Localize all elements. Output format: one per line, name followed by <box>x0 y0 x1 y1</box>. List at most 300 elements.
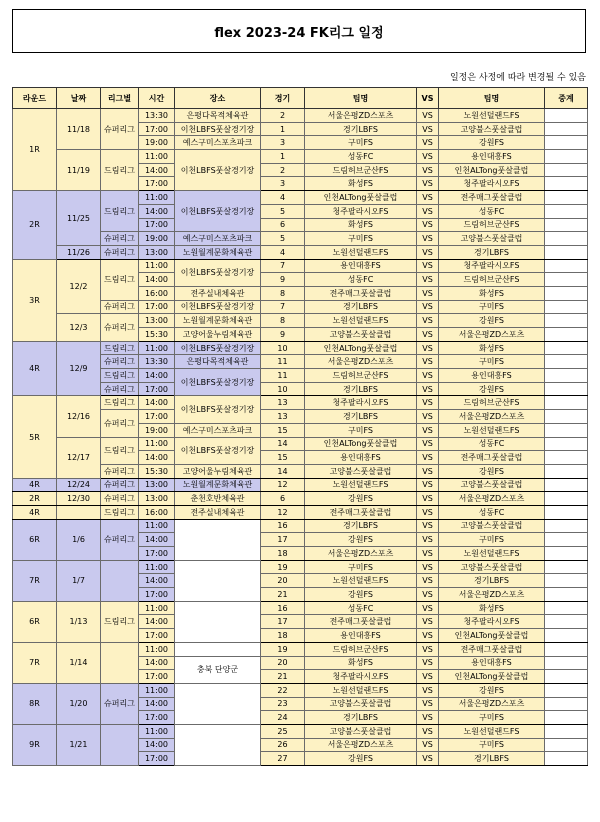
venue-cell: 이천LBFS풋살경기장 <box>175 259 261 286</box>
table-row <box>13 724 588 738</box>
date-cell: 1/7 <box>57 560 101 601</box>
venue-cell <box>175 724 261 765</box>
time-cell: 11:00 <box>139 191 175 205</box>
time-cell: 17:00 <box>139 752 175 766</box>
game-cell: 14 <box>261 464 305 478</box>
game-cell: 20 <box>261 574 305 588</box>
game-cell: 1 <box>261 122 305 136</box>
league-cell <box>101 642 139 683</box>
vs-cell: VS <box>417 300 439 314</box>
game-cell: 10 <box>261 341 305 355</box>
home-team-cell: 노원선덜랜드FS <box>305 245 417 259</box>
time-cell: 13:30 <box>139 355 175 369</box>
vs-cell: VS <box>417 232 439 246</box>
table-row <box>13 259 588 273</box>
vs-cell: VS <box>417 136 439 150</box>
time-cell: 14:00 <box>139 163 175 177</box>
table-row <box>13 505 588 519</box>
away-team-cell: 청주팔라시오FS <box>439 259 545 273</box>
league-cell: 슈퍼리그 <box>101 519 139 560</box>
vs-cell: VS <box>417 204 439 218</box>
away-team-cell: 구미FS <box>439 300 545 314</box>
date-cell: 12/30 <box>57 492 101 506</box>
date-cell: 12/2 <box>57 259 101 314</box>
time-cell: 14:00 <box>139 273 175 287</box>
home-team-cell: 전주매그풋살클럽 <box>305 505 417 519</box>
home-team-cell: 드림허브군산FS <box>305 369 417 383</box>
broadcast-cell <box>545 451 588 465</box>
game-cell: 18 <box>261 629 305 643</box>
broadcast-cell <box>545 150 588 164</box>
venue-cell: 노원월계문화체육관 <box>175 314 261 328</box>
round-cell: 6R <box>13 519 57 560</box>
away-team-cell: 드림허브군산FS <box>439 273 545 287</box>
venue-cell: 이천LBFS풋살경기장 <box>175 369 261 396</box>
vs-cell: VS <box>417 505 439 519</box>
table-row <box>13 314 588 328</box>
vs-cell: VS <box>417 752 439 766</box>
game-cell: 1 <box>261 150 305 164</box>
home-team-cell: 고양불스풋살클럽 <box>305 724 417 738</box>
game-cell: 21 <box>261 670 305 684</box>
game-cell: 8 <box>261 286 305 300</box>
vs-cell: VS <box>417 150 439 164</box>
round-cell: 4R <box>13 478 57 492</box>
home-team-cell: 성동FC <box>305 273 417 287</box>
home-team-cell: 용인대흥FS <box>305 629 417 643</box>
round-cell: 5R <box>13 396 57 478</box>
venue-cell: 예스구미스포츠파크 <box>175 423 261 437</box>
home-team-cell: 경기LBFS <box>305 711 417 725</box>
broadcast-cell <box>545 670 588 684</box>
vs-cell: VS <box>417 601 439 615</box>
time-cell: 11:00 <box>139 683 175 697</box>
home-team-cell: 노원선덜랜드FS <box>305 683 417 697</box>
league-cell: 드림리그 <box>101 396 139 410</box>
broadcast-cell <box>545 629 588 643</box>
league-cell: 드림리그 <box>101 601 139 642</box>
date-cell: 1/21 <box>57 724 101 765</box>
vs-cell: VS <box>417 177 439 191</box>
home-team-cell: 강원FS <box>305 533 417 547</box>
broadcast-cell <box>545 341 588 355</box>
vs-cell: VS <box>417 382 439 396</box>
vs-cell: VS <box>417 724 439 738</box>
game-cell: 7 <box>261 259 305 273</box>
vs-cell: VS <box>417 560 439 574</box>
broadcast-cell <box>545 533 588 547</box>
game-cell: 4 <box>261 191 305 205</box>
vs-cell: VS <box>417 437 439 451</box>
home-team-cell: 서울은평ZD스포츠 <box>305 355 417 369</box>
home-team-cell: 경기LBFS <box>305 519 417 533</box>
vs-cell: VS <box>417 574 439 588</box>
away-team-cell: 인천ALTong풋살클럽 <box>439 163 545 177</box>
vs-cell: VS <box>417 218 439 232</box>
broadcast-cell <box>545 697 588 711</box>
broadcast-cell <box>545 615 588 629</box>
table-row <box>13 492 588 506</box>
broadcast-cell <box>545 259 588 273</box>
away-team-cell: 성동FC <box>439 505 545 519</box>
vs-cell: VS <box>417 492 439 506</box>
header-team-away: 팀명 <box>439 88 545 109</box>
league-cell: 슈퍼리그 <box>101 478 139 492</box>
time-cell: 14:00 <box>139 533 175 547</box>
league-cell <box>101 724 139 765</box>
broadcast-cell <box>545 328 588 342</box>
time-cell: 17:00 <box>139 547 175 561</box>
time-cell: 11:00 <box>139 341 175 355</box>
away-team-cell: 강원FS <box>439 683 545 697</box>
home-team-cell: 인천ALTong풋살클럽 <box>305 191 417 205</box>
away-team-cell: 경기LBFS <box>439 752 545 766</box>
away-team-cell: 강원FS <box>439 136 545 150</box>
league-cell: 슈퍼리그 <box>101 109 139 150</box>
time-cell: 13:00 <box>139 492 175 506</box>
league-cell: 드림리그 <box>101 341 139 355</box>
table-row <box>13 150 588 164</box>
game-cell: 27 <box>261 752 305 766</box>
table-row <box>13 560 588 574</box>
round-cell: 2R <box>13 191 57 259</box>
time-cell: 16:00 <box>139 505 175 519</box>
home-team-cell: 노원선덜랜드FS <box>305 478 417 492</box>
home-team-cell: 전주매그풋살클럽 <box>305 286 417 300</box>
broadcast-cell <box>545 163 588 177</box>
vs-cell: VS <box>417 259 439 273</box>
venue-cell: 전주실내체육관 <box>175 505 261 519</box>
vs-cell: VS <box>417 355 439 369</box>
broadcast-cell <box>545 286 588 300</box>
game-cell: 5 <box>261 232 305 246</box>
league-cell: 슈퍼리그 <box>101 410 139 437</box>
away-team-cell: 경기LBFS <box>439 574 545 588</box>
header-row <box>13 88 588 109</box>
broadcast-cell <box>545 273 588 287</box>
vs-cell: VS <box>417 670 439 684</box>
table-row <box>13 245 588 259</box>
away-team-cell: 드림허브군산FS <box>439 396 545 410</box>
header-league: 리그별 <box>101 88 139 109</box>
time-cell: 17:00 <box>139 218 175 232</box>
home-team-cell: 서울은평ZD스포츠 <box>305 109 417 123</box>
game-cell: 13 <box>261 396 305 410</box>
game-cell: 3 <box>261 177 305 191</box>
broadcast-cell <box>545 656 588 670</box>
away-team-cell: 드림허브군산FS <box>439 218 545 232</box>
league-cell: 슈퍼리그 <box>101 232 139 246</box>
broadcast-cell <box>545 122 588 136</box>
broadcast-cell <box>545 724 588 738</box>
away-team-cell: 노원선덜랜드FS <box>439 109 545 123</box>
away-team-cell: 청주팔라시오FS <box>439 177 545 191</box>
header-game: 경기 <box>261 88 305 109</box>
home-team-cell: 경기LBFS <box>305 410 417 424</box>
date-cell: 12/17 <box>57 437 101 478</box>
away-team-cell: 화성FS <box>439 341 545 355</box>
venue-cell: 춘천호반체육관 <box>175 492 261 506</box>
broadcast-cell <box>545 478 588 492</box>
away-team-cell: 용인대흥FS <box>439 369 545 383</box>
game-cell: 5 <box>261 204 305 218</box>
vs-cell: VS <box>417 615 439 629</box>
date-cell: 11/19 <box>57 150 101 191</box>
home-team-cell: 고양불스풋살클럽 <box>305 328 417 342</box>
header-time: 시간 <box>139 88 175 109</box>
time-cell: 17:00 <box>139 177 175 191</box>
game-cell: 6 <box>261 218 305 232</box>
game-cell: 17 <box>261 615 305 629</box>
broadcast-cell <box>545 547 588 561</box>
venue-cell: 이천LBFS풋살경기장 <box>175 437 261 464</box>
broadcast-cell <box>545 109 588 123</box>
league-cell: 드림리그 <box>101 437 139 464</box>
table-row <box>13 683 588 697</box>
time-cell: 11:00 <box>139 642 175 656</box>
home-team-cell: 강원FS <box>305 588 417 602</box>
home-team-cell: 드림허브군산FS <box>305 642 417 656</box>
venue-cell: 충북 단양군 <box>175 656 261 683</box>
time-cell: 11:00 <box>139 601 175 615</box>
time-cell: 17:00 <box>139 122 175 136</box>
table-row <box>13 601 588 615</box>
date-cell: 11/26 <box>57 245 101 259</box>
broadcast-cell <box>545 177 588 191</box>
away-team-cell: 청주팔라시오FS <box>439 615 545 629</box>
home-team-cell: 노원선덜랜드FS <box>305 574 417 588</box>
away-team-cell: 화성FS <box>439 601 545 615</box>
vs-cell: VS <box>417 547 439 561</box>
header-date: 날짜 <box>57 88 101 109</box>
vs-cell: VS <box>417 163 439 177</box>
game-cell: 14 <box>261 437 305 451</box>
time-cell: 17:00 <box>139 300 175 314</box>
vs-cell: VS <box>417 738 439 752</box>
broadcast-cell <box>545 204 588 218</box>
league-cell: 슈퍼리그 <box>101 492 139 506</box>
away-team-cell: 노원선덜랜드FS <box>439 724 545 738</box>
broadcast-cell <box>545 505 588 519</box>
time-cell: 11:00 <box>139 259 175 273</box>
venue-cell: 노원월계문화체육관 <box>175 245 261 259</box>
away-team-cell: 고양불스풋살클럽 <box>439 560 545 574</box>
away-team-cell: 경기LBFS <box>439 245 545 259</box>
home-team-cell: 청주팔라시오FS <box>305 670 417 684</box>
venue-cell: 이천LBFS풋살경기장 <box>175 122 261 136</box>
game-cell: 20 <box>261 656 305 670</box>
round-cell: 8R <box>13 683 57 724</box>
game-cell: 18 <box>261 547 305 561</box>
home-team-cell: 노원선덜랜드FS <box>305 314 417 328</box>
vs-cell: VS <box>417 396 439 410</box>
time-cell: 13:00 <box>139 314 175 328</box>
home-team-cell: 강원FS <box>305 752 417 766</box>
broadcast-cell <box>545 218 588 232</box>
home-team-cell: 전주매그풋살클럽 <box>305 615 417 629</box>
away-team-cell: 구미FS <box>439 738 545 752</box>
venue-cell: 예스구미스포츠파크 <box>175 136 261 150</box>
game-cell: 2 <box>261 163 305 177</box>
table-row <box>13 478 588 492</box>
game-cell: 11 <box>261 369 305 383</box>
vs-cell: VS <box>417 697 439 711</box>
time-cell: 11:00 <box>139 724 175 738</box>
home-team-cell: 드림허브군산FS <box>305 163 417 177</box>
broadcast-cell <box>545 245 588 259</box>
game-cell: 13 <box>261 410 305 424</box>
home-team-cell: 서울은평ZD스포츠 <box>305 547 417 561</box>
away-team-cell: 인천ALTong풋살클럽 <box>439 629 545 643</box>
venue-cell: 이천LBFS풋살경기장 <box>175 300 261 314</box>
round-cell: 7R <box>13 560 57 601</box>
home-team-cell: 구미FS <box>305 232 417 246</box>
venue-cell: 은평다목적체육관 <box>175 355 261 369</box>
schedule-notice: 일정은 사정에 따라 변경될 수 있음 <box>449 73 586 83</box>
date-cell: 1/6 <box>57 519 101 560</box>
venue-cell <box>175 519 261 560</box>
game-cell: 26 <box>261 738 305 752</box>
broadcast-cell <box>545 492 588 506</box>
game-cell: 17 <box>261 533 305 547</box>
time-cell: 17:00 <box>139 382 175 396</box>
vs-cell: VS <box>417 478 439 492</box>
time-cell: 11:00 <box>139 519 175 533</box>
league-cell: 드림리그 <box>101 369 139 383</box>
game-cell: 15 <box>261 451 305 465</box>
away-team-cell: 고양불스풋살클럽 <box>439 122 545 136</box>
time-cell: 13:30 <box>139 109 175 123</box>
date-cell: 11/18 <box>57 109 101 150</box>
vs-cell: VS <box>417 533 439 547</box>
broadcast-cell <box>545 396 588 410</box>
away-team-cell: 노원선덜랜드FS <box>439 547 545 561</box>
game-cell: 8 <box>261 314 305 328</box>
time-cell: 17:00 <box>139 711 175 725</box>
round-cell: 3R <box>13 259 57 341</box>
date-cell: 12/16 <box>57 396 101 437</box>
home-team-cell: 청주팔라시오FS <box>305 396 417 410</box>
table-row <box>13 519 588 533</box>
date-cell: 12/24 <box>57 478 101 492</box>
round-cell: 7R <box>13 642 57 683</box>
round-cell: 9R <box>13 724 57 765</box>
time-cell: 11:00 <box>139 150 175 164</box>
time-cell: 14:00 <box>139 697 175 711</box>
vs-cell: VS <box>417 423 439 437</box>
home-team-cell: 인천ALTong풋살클럽 <box>305 437 417 451</box>
home-team-cell: 경기LBFS <box>305 122 417 136</box>
away-team-cell: 화성FS <box>439 286 545 300</box>
game-cell: 6 <box>261 492 305 506</box>
vs-cell: VS <box>417 328 439 342</box>
game-cell: 9 <box>261 273 305 287</box>
vs-cell: VS <box>417 286 439 300</box>
game-cell: 23 <box>261 697 305 711</box>
away-team-cell: 전주매그풋살클럽 <box>439 642 545 656</box>
venue-cell: 이천LBFS풋살경기장 <box>175 191 261 232</box>
game-cell: 11 <box>261 355 305 369</box>
time-cell: 14:00 <box>139 738 175 752</box>
time-cell: 17:00 <box>139 410 175 424</box>
time-cell: 14:00 <box>139 369 175 383</box>
vs-cell: VS <box>417 711 439 725</box>
time-cell: 14:00 <box>139 656 175 670</box>
time-cell: 14:00 <box>139 204 175 218</box>
game-cell: 25 <box>261 724 305 738</box>
vs-cell: VS <box>417 464 439 478</box>
time-cell: 14:00 <box>139 574 175 588</box>
vs-cell: VS <box>417 369 439 383</box>
vs-cell: VS <box>417 122 439 136</box>
away-team-cell: 고양불스풋살클럽 <box>439 478 545 492</box>
away-team-cell: 서울은평ZD스포츠 <box>439 410 545 424</box>
venue-cell: 고양어울누림체육관 <box>175 464 261 478</box>
time-cell: 17:00 <box>139 629 175 643</box>
league-cell: 슈퍼리그 <box>101 355 139 369</box>
vs-cell: VS <box>417 588 439 602</box>
venue-cell: 은평다목적체육관 <box>175 109 261 123</box>
game-cell: 9 <box>261 328 305 342</box>
vs-cell: VS <box>417 191 439 205</box>
home-team-cell: 화성FS <box>305 656 417 670</box>
table-row <box>13 642 588 656</box>
round-cell: 6R <box>13 601 57 642</box>
away-team-cell: 강원FS <box>439 314 545 328</box>
game-cell: 12 <box>261 478 305 492</box>
header-round: 라운드 <box>13 88 57 109</box>
date-cell: 1/20 <box>57 683 101 724</box>
time-cell: 16:00 <box>139 286 175 300</box>
time-cell: 11:00 <box>139 437 175 451</box>
league-cell: 슈퍼리그 <box>101 683 139 724</box>
header-venue: 장소 <box>175 88 261 109</box>
league-cell: 슈퍼리그 <box>101 382 139 396</box>
home-team-cell: 강원FS <box>305 492 417 506</box>
game-cell: 16 <box>261 519 305 533</box>
broadcast-cell <box>545 560 588 574</box>
away-team-cell: 서울은평ZD스포츠 <box>439 697 545 711</box>
venue-cell: 전주실내체육관 <box>175 286 261 300</box>
venue-cell <box>175 560 261 601</box>
broadcast-cell <box>545 355 588 369</box>
game-cell: 10 <box>261 382 305 396</box>
league-cell: 드림리그 <box>101 505 139 519</box>
time-cell: 17:00 <box>139 670 175 684</box>
table-row <box>13 396 588 410</box>
away-team-cell: 서울은평ZD스포츠 <box>439 492 545 506</box>
game-cell: 3 <box>261 136 305 150</box>
away-team-cell: 노원선덜랜드FS <box>439 423 545 437</box>
away-team-cell: 성동FC <box>439 204 545 218</box>
date-cell: 11/25 <box>57 191 101 246</box>
broadcast-cell <box>545 711 588 725</box>
vs-cell: VS <box>417 519 439 533</box>
header-vs: VS <box>417 88 439 109</box>
broadcast-cell <box>545 191 588 205</box>
time-cell: 19:00 <box>139 423 175 437</box>
game-cell: 16 <box>261 601 305 615</box>
time-cell: 19:00 <box>139 136 175 150</box>
broadcast-cell <box>545 738 588 752</box>
home-team-cell: 용인대흥FS <box>305 259 417 273</box>
home-team-cell: 구미FS <box>305 136 417 150</box>
time-cell: 17:00 <box>139 588 175 602</box>
header-broadcast: 중계 <box>545 88 588 109</box>
round-cell: 4R <box>13 505 57 519</box>
league-cell <box>101 560 139 601</box>
home-team-cell: 구미FS <box>305 423 417 437</box>
